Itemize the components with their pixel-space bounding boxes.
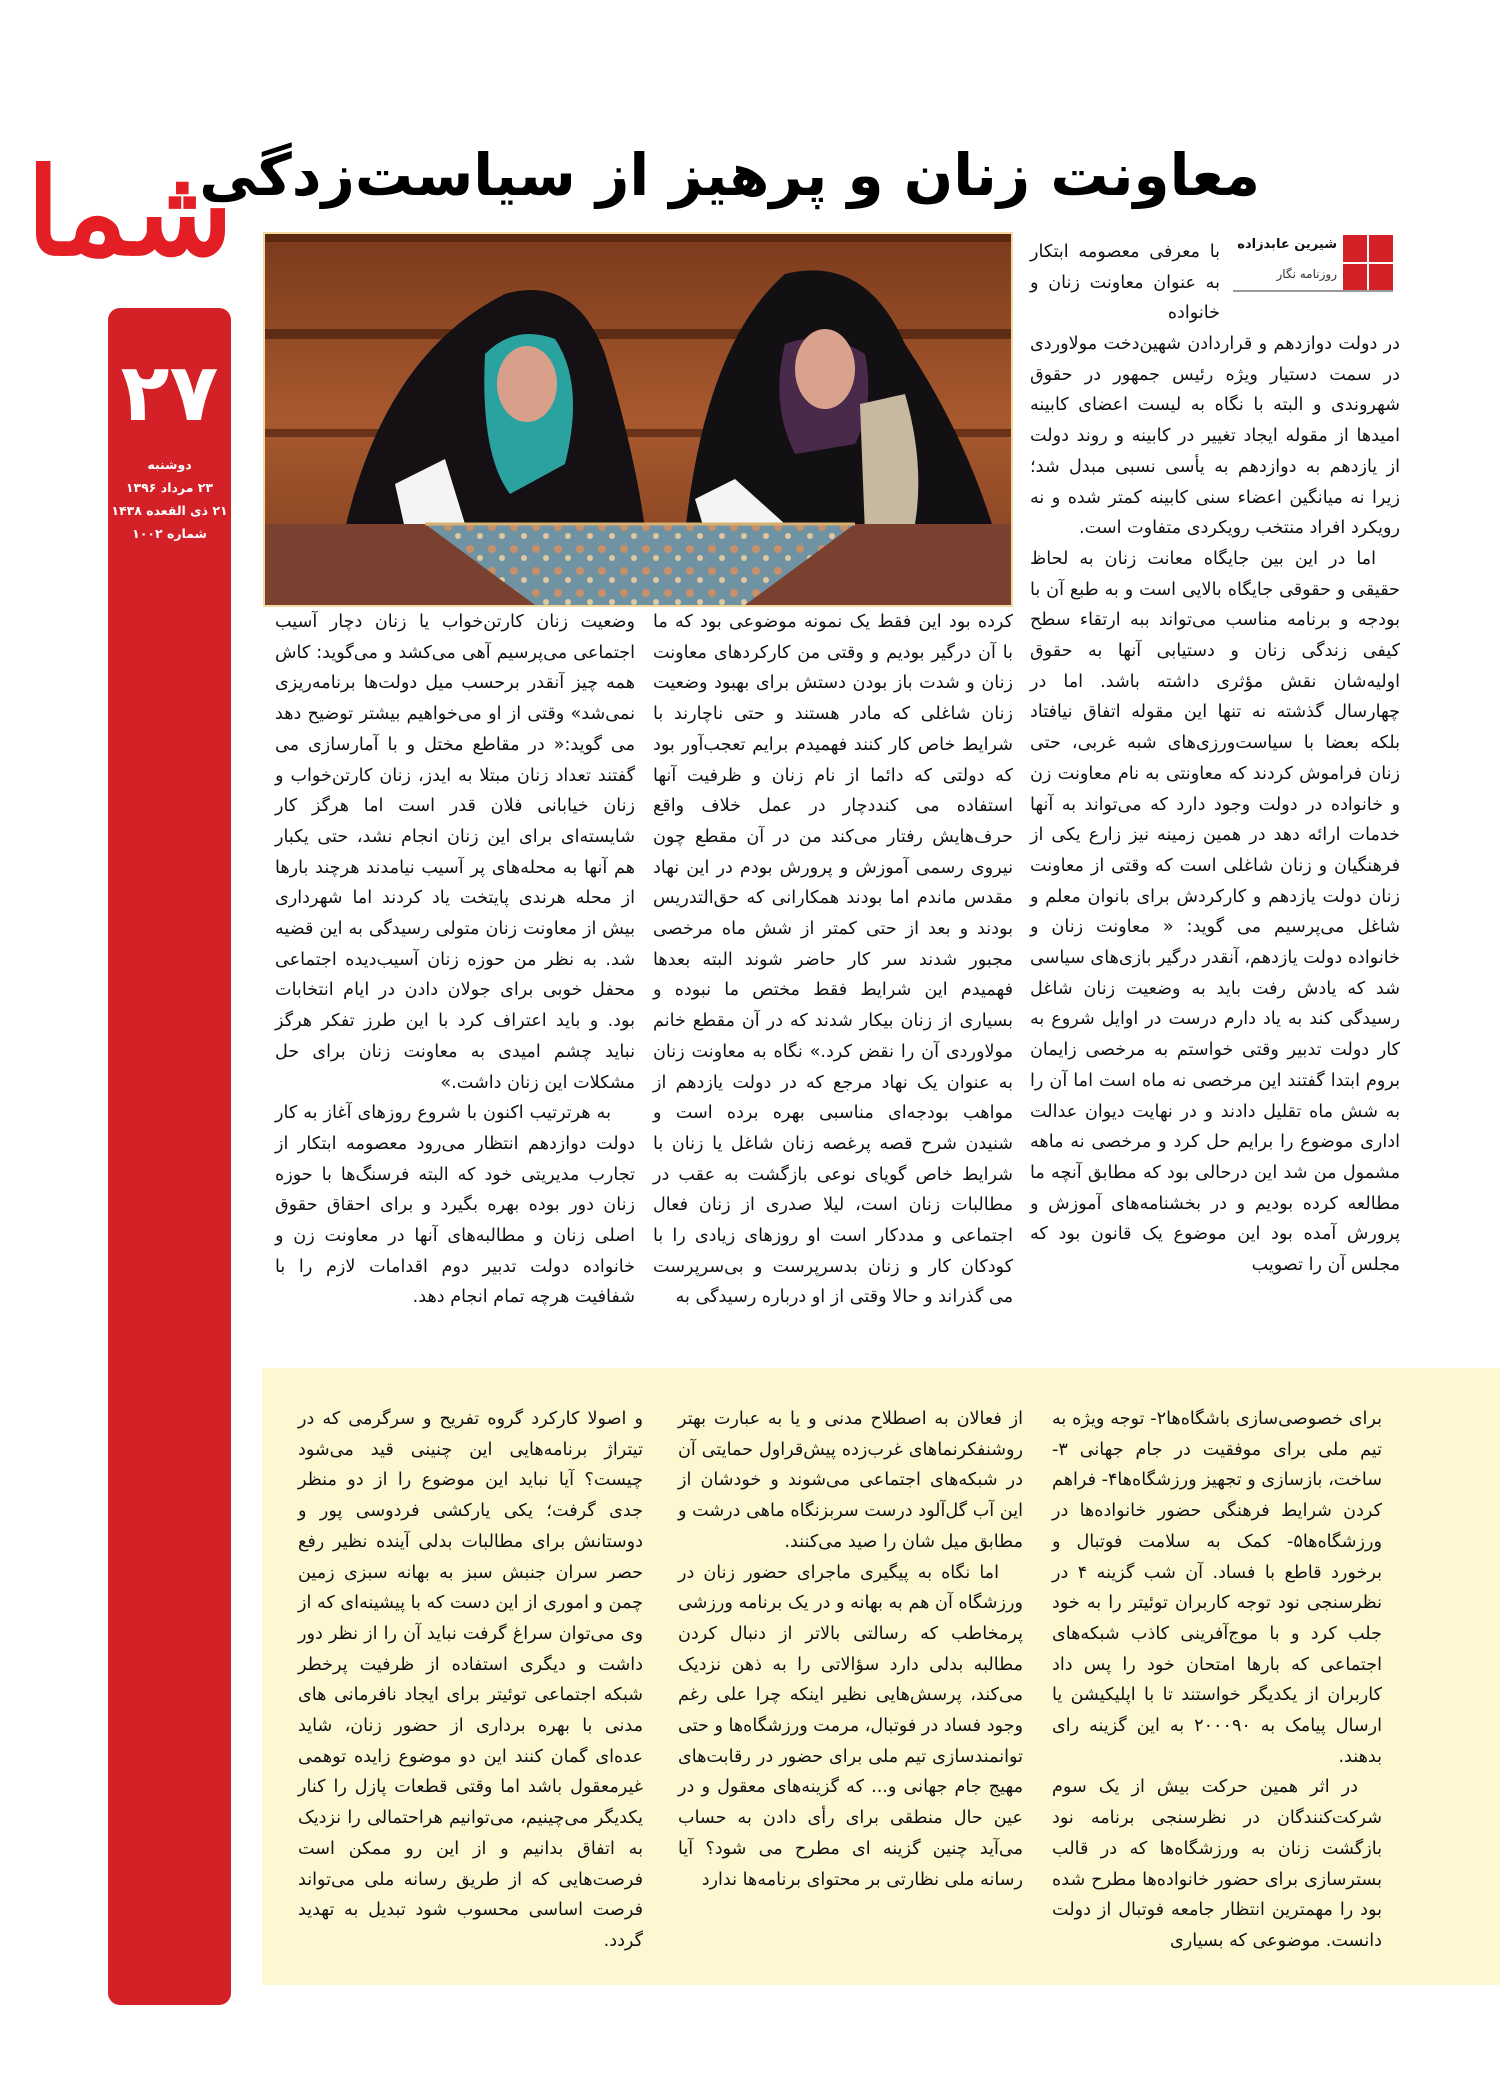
paragraph: برای خصوصی‌سازی باشگاه‌ها۲- توجه ویژه به تیم ملی برای موفقیت در جام جهانی ۳- ساخت، بازسازی و تجهیز ورزشگاه‌ها۴- فراهم کردن شرایط فرهنگی حضور خانواده‌ها در ورزشگاه‌ها۵- کمک به سلامت فوتبال و برخورد قاطع با فساد. آن شب گزینه ۴ در نظرسنجی نود توجه کاربران توئیتر را به خود جلب کرد و با موج‌آفرینی کاذب شبکه‌های اجتماعی که بارها امتحان خود را پس داد کاربران از یکدیگر خواستند تا با اپلیکیشن یا ارسال پیامک به ۲۰۰۰۹۰ به این گزینه رای بدهند. — [1052, 1409, 1382, 1767]
article-column-middle — [653, 607, 1013, 1313]
paragraph: به هرترتیب اکنون با شروع روزهای آغاز به کار دولت دوازدهم انتظار می‌رود معصومه ابتکار از تجارب مدیریتی خود که البته فرسنگ‌ها با حوزه زنان دور بوده بهره بگیرد و برای احقاق حقوق اصلی زنان و مطالبه‌های آنها در معاونت زن و خانواده دولت تدبیر دوم اقدامات لازم را با شفافیت هرچه تمام انجام دهد. — [275, 1103, 635, 1308]
article-column-left — [275, 607, 635, 1313]
article-column-right — [1030, 329, 1400, 1281]
issue-number: شماره ۱۰۰۲ — [132, 526, 207, 541]
paragraph: کرده بود این فقط یک نمونه موضوعی بود که ما با آن درگیر بودیم و وقتی من کارکردهای معاونت زنان و شدت باز بودن دستش برای بهبود وضعیت زنان شاغلی که مادر هستند و حتی ناچارند با شرایط خاص کار کنند فهمیدم برایم تعجب‌آور بود که دولتی که دائما از نام زنان و ظرفیت آنها استفاده می کنددچار در عمل خلاف واقع حرف‌هایش رفتار می‌کند من در آن مقطع چون نیروی رسمی آموزش و پرورش بودم در این نهاد مقدس ماندم اما بودند همکارانی که حق‌التدریس بودند و بعد از حتی کمتر از شش ماه مرخصی مجبور شدند سر کار حاضر شوند البته بعدها فهمیدم این شرایط فقط مختص ما نبوده و بسیاری از زنان بیکار شدند که در آن مقطع خانم مولاوردی آن را نقض کرد.» نگاه به معاونت زنان به عنوان یک نهاد مرجع که در دولت یازدهم از مواهب بودجه‌ای مناسبی بهره برده است و شنیدن شرح قصه پرغصه زنان شاغل یا زنان با شرایط خاص گویای نوعی بازگشت به عقب در مطالبات زنان است، لیلا صدری از زنان فعال اجتماعی و مددکار است او روزهای زیادی را با کودکان کار و زنان بدسرپرست و بی‌سرپرست می گذراند و حالا وقتی از او درباره رسیدگی به — [653, 612, 1013, 1308]
paragraph: اما نگاه به پیگیری ماجرای حضور زنان در ورزشگاه آن هم به بهانه و در یک برنامه ورزشی پرمخاطب که رسالتی بالاتر از دنبال کردن مطالبه بدلی دارد سؤالاتی را به ذهن نزدیک می‌کند، پرسش‌هایی نظیر اینکه چرا علی رغم وجود فساد در فوتبال، مرمت ورزشگاه‌ها و حتی توانمندسازی تیم ملی برای حضور در رقابت‌های مهیج جام جهانی و... که گزینه‌های معقول و در عین حال منطقی برای رأی دادن به حساب می‌آید چنین گزینه ای مطرح می شود؟ آیا رسانه ملی نظارتی بر محتوای برنامه‌ها ندارد — [678, 1562, 1023, 1890]
author-role: روزنامه نگار — [1276, 267, 1337, 281]
newspaper-logo: شما — [26, 142, 233, 283]
box-column-left — [298, 1404, 643, 1957]
box-column-middle — [678, 1404, 1023, 1895]
photo-illustration — [265, 234, 1011, 605]
date-lunar: ۲۱ ذی القعده ۱۴۳۸ — [111, 503, 228, 518]
paragraph: از فعالان به اصطلاح مدنی و یا به عبارت بهتر روشنفکرنماهای غرب‌زده پیش‌قراول حمایتی آن در شبکه‌های اجتماعی می‌شوند و خودشان از این آب گل‌آلود درست سربزنگاه ماهی درشت و مطابق میل شان را صید می‌کنند. — [678, 1409, 1023, 1552]
paragraph: و اصولا کارکرد گروه تفریح و سرگرمی که در تیتراژ برنامه‌هایی این چنینی قید می‌شود چیست؟ آیا نباید این موضوع را از دو منظر جدی گرفت؛ یکی یارکشی فردوسی پور و دوستانش برای مطالبات بدلی آینده نظیر رفع حصر سران جنبش سبز به بهانه سبزی زمین چمن و اموری از این دست که با پیشینه‌ای که از وی می‌توان سراغ گرفت نباید آن را از نظر دور داشت و دیگری استفاده از ظرفیت پرخطر شبکه اجتماعی توئیتر برای ایجاد نافرمانی های مدنی با بهره برداری از حضور زنان، شاید عده‌ای گمان کنند این دو موضوع زایده توهمی غیرمعقول باشد اما وقتی قطعات پازل را کنار یکدیگر می‌چینیم، می‌توانیم هراحتمالی را نزدیک به اتفاق بدانیم و از این رو ممکن است فرصت‌هایی که از طریق رسانه ملی می‌تواند فرصت اساسی محسوب شود تبدیل به تهدید گردد. — [298, 1409, 643, 1951]
weekday: دوشنبه — [147, 457, 192, 472]
byline-divider — [1233, 290, 1393, 292]
byline — [1228, 235, 1393, 293]
paragraph: وضعیت زنان کارتن‌خواب یا زنان دچار آسیب اجتماعی می‌پرسیم آهی می‌کشد و می‌گوید: کاش همه چیز آنقدر برحسب میل دولت‌ها برنامه‌ریزی نمی‌شد» وقتی از او می‌خواهیم بیشتر توضیح دهد می گوید:« در مقاطع مختل و با آمارسازی می گفتند تعداد زنان مبتلا به ایدز، زنان کارتن‌خواب و زنان خیابانی فلان قدر است اما هرگز کار شایسته‌ای برای این زنان انجام نشد، حتی یکبار هم آنها به محله‌های پر آسیب نیامدند هرچند بارها از محله هرندی پایتخت یاد کردند اما شهرداری بیش از معاونت زنان متولی رسیدگی به این قضیه شد. به نظر من حوزه زنان آسیب‌دیده اجتماعی محفل خوبی برای جولان دادن در ایام انتخابات بود. و باید اعتراف کرد با این طرز تفکر هرگز نباید چشم امیدی به معاونت زنان برای حل مشکلات این زنان داشت.» — [275, 612, 635, 1093]
issue-meta — [108, 453, 231, 545]
paragraph: در دولت دوازدهم و قراردادن شهین‌دخت مولاوردی در سمت دستیار ویژه رئیس جمهور در حقوق شهروندی و البته با نگاه به لیست اعضای کابینه امیدها از مقوله ایجاد تغییر در کابینه و روند دولت از یازدهم به دوازدهم به یأسی نسبی مبدل شد؛ زیرا نه میانگین اعضاء سنی کابینه کمتر شده و نه رویکرد افراد منتخب رویکردی متفاوت است. — [1030, 334, 1400, 539]
date-solar: ۲۳ مرداد ۱۳۹۶ — [125, 480, 214, 495]
page-number: ۲۷ — [120, 346, 219, 439]
box-column-right — [1052, 1404, 1382, 1957]
article-photo — [263, 232, 1013, 607]
page-title: معاونت زنان و پرهیز از سیاست‌زدگی — [199, 141, 1260, 209]
issue-sidebar — [108, 308, 231, 2005]
paragraph: در اثر همین حرکت بیش از یک سوم شرکت‌کنندگان در نظرسنجی برنامه نود بازگشت زنان به ورزشگاه‌ها که در قالب بسترسازی برای حضور خانواده‌ها مطرح شده بود را مهمترین انتظار جامعه فوتبال از دولت دانست. موضوعی که بسیاری — [1052, 1777, 1382, 1951]
paragraph: اما در این بین جایگاه معانت زنان به لحاظ حقیقی و حقوقی جایگاه بالایی است و به طبع آن با بودجه و برنامه مناسب می‌تواند ببه ارتقاء سطح کیفی زندگی زنان و دستیابی آنها به حقوق اولیه‌شان نقش مؤثری داشته باشد. اما در چهارسال گذشته نه تنها این مقوله اتفاق نیافتاد بلکه بعضا با سیاست‌ورزی‌های شبه غربی، حتی زنان فراموش کردند که معاونتی به نام معاونت زن و خانواده در دولت وجود دارد که می‌تواند به آنها خدمات ارائه دهد در همین زمینه نیز زارع یکی از فرهنگیان و زنان شاغلی است که وقتی از معاونت زنان دولت یازدهم و کارکردش برای بانوان معلم و شاغل می‌پرسیم می گوید: « معاونت زنان و خانواده دولت یازدهم، آنقدر درگیر بازی‌های سیاسی شد که یادش رفت باید به وضعیت زنان شاغل رسیدگی کند به یاد دارم درست در اوایل شروع به کار دولت تدبیر وقتی خواستم به مرخصی زایمان بروم ابتدا گفتند این مرخصی نه ماه است اما آن را به شش ماه تقلیل دادند و در نهایت دیوان عدالت اداری موضوع را برایم حل کرد و مرخصی نه ماهه مشمول من شد این درحالی بود که مطابق آنچه ما مطالعه کرده بودیم و در بخشنامه‌های آموزش و پرورش آمده بود این موضوع یک قانون بود که مجلس آن را تصویب — [1030, 548, 1400, 1276]
author-grid-icon — [1343, 235, 1393, 293]
article-lead: با معرفی معصومه ابتکار به عنوان معاونت زنان و خانواده — [1030, 242, 1220, 324]
author-name: شیرین عابدزاده — [1237, 237, 1337, 252]
